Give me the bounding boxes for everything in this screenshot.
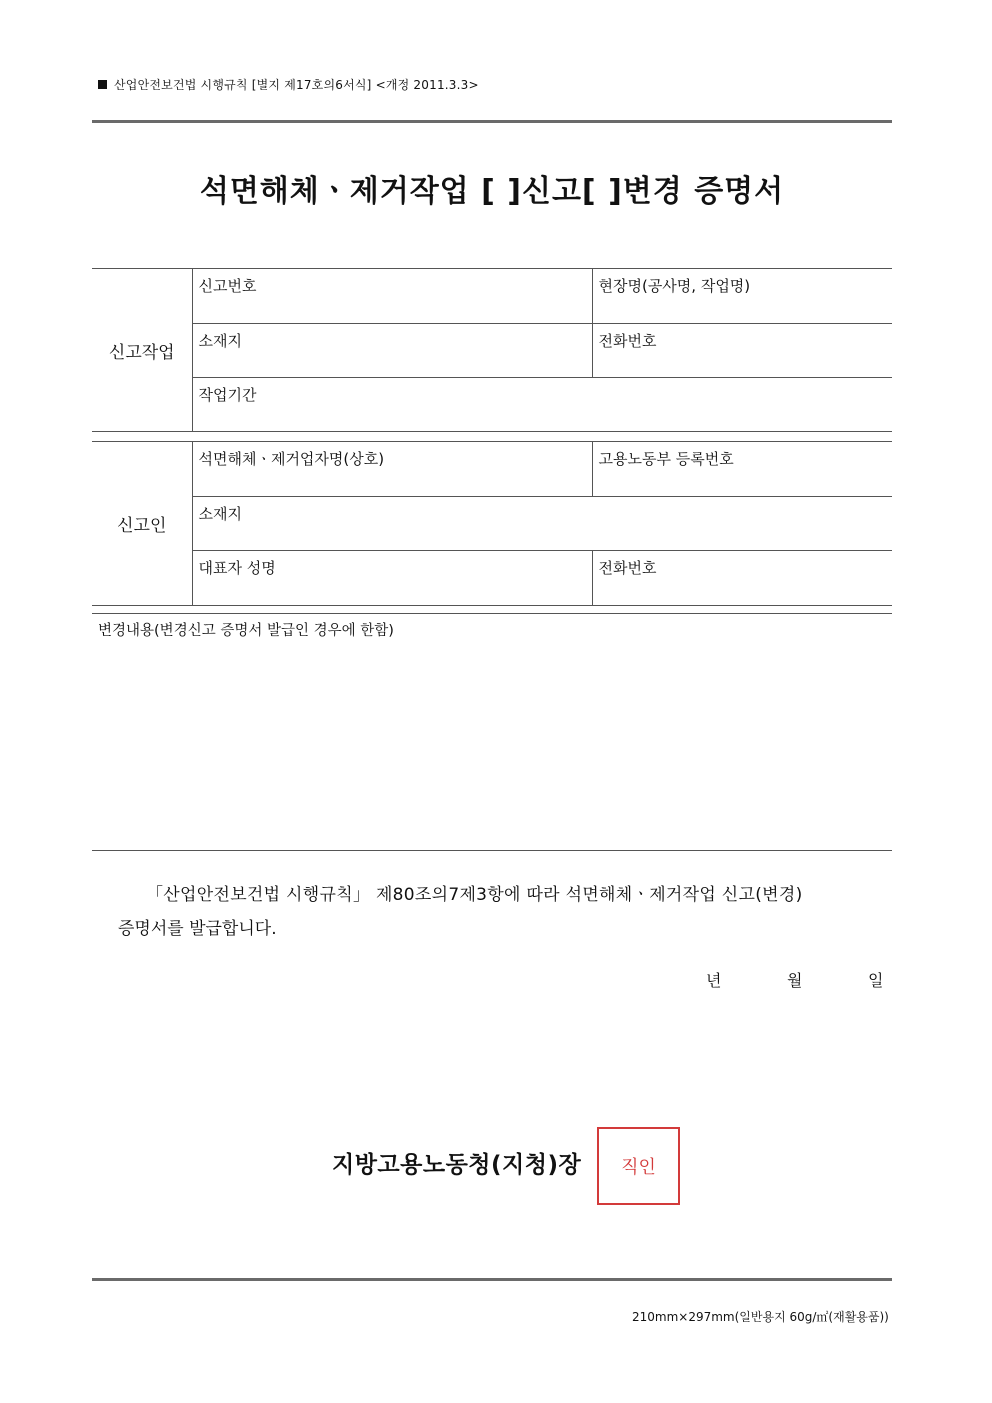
change-content-bottom-rule (92, 850, 892, 851)
company-name-field[interactable]: 석면해체ㆍ제거업자명(상호) (192, 442, 592, 497)
official-seal-box (597, 1127, 680, 1205)
square-bullet-icon (98, 80, 107, 89)
date-day: 일 (868, 971, 884, 990)
regulation-header (98, 76, 479, 93)
issuer-title: 지방고용노동청(지청)장 (332, 1152, 582, 1178)
work-phone-field[interactable]: 전화번호 (592, 324, 892, 378)
report-work-table (92, 268, 892, 432)
seal-label: 직인 (621, 1157, 656, 1178)
work-location-field[interactable]: 소재지 (192, 324, 592, 378)
reporter-label: 신고인 (92, 442, 192, 606)
document-title: 석면해체ㆍ제거작업 [ ]신고[ ]변경 증명서 (199, 174, 785, 209)
registration-number-field[interactable]: 고용노동부 등록번호 (592, 442, 892, 497)
statement-line-2: 증명서를 발급합니다. (118, 919, 277, 939)
date-month: 월 (787, 971, 803, 990)
issuance-statement (118, 878, 878, 946)
date-year: 년 (706, 971, 722, 990)
reporter-location-field[interactable]: 소재지 (192, 497, 892, 551)
change-content-label: 변경내용(변경신고 증명서 발급인 경우에 한함) (98, 623, 394, 639)
top-rule (92, 120, 892, 123)
change-content-top-rule (92, 613, 892, 614)
paper-spec-footer: 210mm×297mm(일반용지 60g/㎡(재활용품)) (632, 1310, 889, 1324)
regulation-text: 산업안전보건법 시행규칙 [별지 제17호의6서식] <개정 2011.3.3> (114, 78, 479, 92)
site-name-field[interactable]: 현장명(공사명, 작업명) (592, 269, 892, 324)
bottom-rule (92, 1278, 892, 1281)
report-number-field[interactable]: 신고번호 (192, 269, 592, 324)
statement-line-1: 「산업안전보건법 시행규칙」 제80조의7제3항에 따라 석면해체ㆍ제거작업 신고(변경) (146, 885, 803, 905)
report-work-label: 신고작업 (92, 269, 192, 432)
work-period-field[interactable]: 작업기간 (192, 378, 892, 432)
reporter-table (92, 441, 892, 606)
reporter-phone-field[interactable]: 전화번호 (592, 551, 892, 606)
representative-name-field[interactable]: 대표자 성명 (192, 551, 592, 606)
